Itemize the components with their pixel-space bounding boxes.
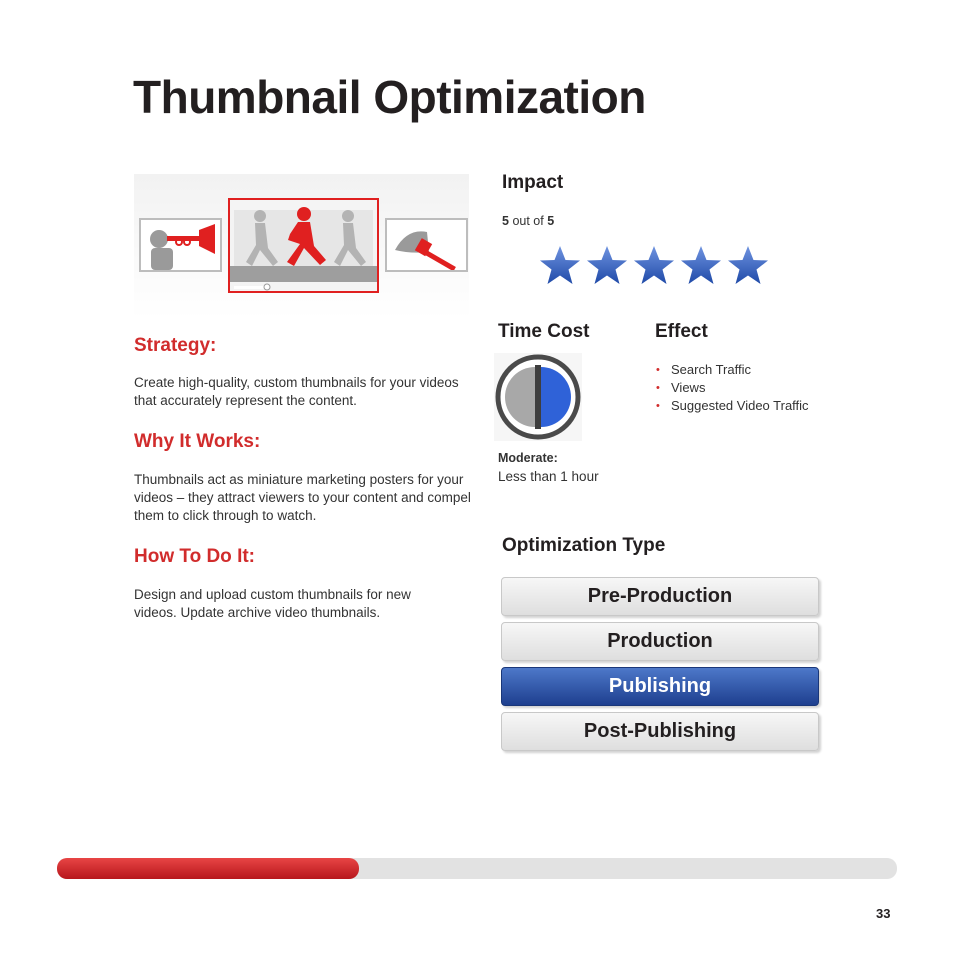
pre-production-button[interactable]: Pre-Production [501,577,819,616]
impact-score [502,214,554,228]
star-icon [538,244,582,288]
list-item: • Search Traffic [656,361,809,379]
time-cost-detail: Less than 1 hour [498,469,599,484]
why-text: Thumbnails act as miniature marketing posters for your videos – they attract viewers to your content and compel them to click through to watch. [134,472,471,523]
impact-heading: Impact [502,172,564,193]
page-progress-fill [57,858,359,879]
star-icon [585,244,629,288]
selected-thumbnail-frame [228,198,379,293]
impact-score-value: 5 [502,214,509,228]
time-cost-level: Moderate: [498,451,558,465]
post-publishing-button[interactable]: Post-Publishing [501,712,819,751]
list-item: • Suggested Video Traffic [656,397,809,415]
list-item: • Views [656,379,809,397]
page-title: Thumbnail Optimization [133,71,646,123]
food-thumbnail [385,218,468,272]
strategy-text: Create high-quality, custom thumbnails for your videos that accurately represent the content. [134,375,459,408]
strategy-heading: Strategy: [134,335,217,356]
thumbnail-illustration [134,174,469,319]
production-button[interactable]: Production [501,622,819,661]
how-heading: How To Do It: [134,546,256,567]
why-heading: Why It Works: [134,431,261,452]
star-icon [726,244,770,288]
effect-heading: Effect [655,321,708,342]
star-icon [632,244,676,288]
star-icon [679,244,723,288]
effect-list [656,361,809,415]
optimization-type-heading: Optimization Type [502,535,666,556]
impact-rating-stars [538,244,770,288]
publishing-button[interactable]: Publishing [501,667,819,706]
how-text: Design and upload custom thumbnails for new videos. Update archive video thumbnails. [134,587,411,620]
impact-out-of: out of [512,214,544,228]
time-cost-heading: Time Cost [498,321,590,342]
impact-score-max: 5 [547,214,555,228]
page-progress-bar [57,858,897,879]
page-number: 33 [876,906,891,921]
half-filled-circle-icon [494,353,582,441]
trumpet-thumbnail [139,218,222,272]
